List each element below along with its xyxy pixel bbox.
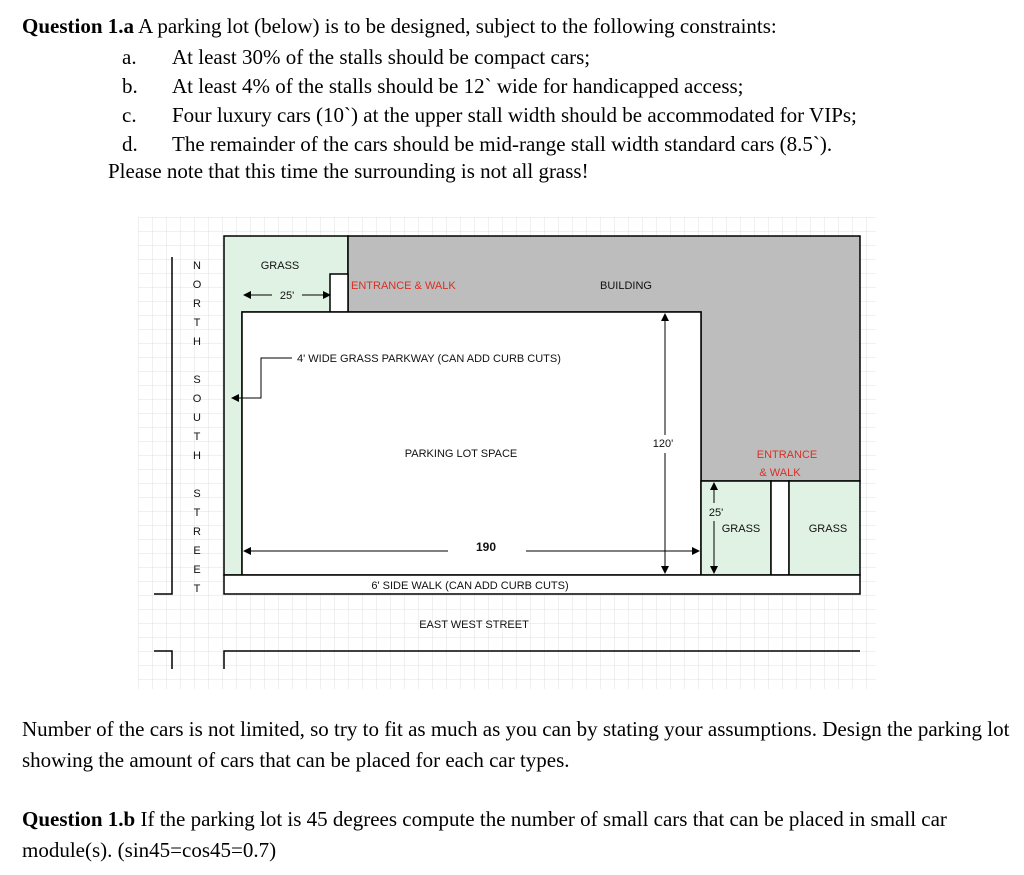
parking-lot-area [242, 312, 701, 575]
constraint-text: At least 30% of the stalls should be compact cars; [172, 45, 591, 69]
grass-label-right-2: GRASS [808, 523, 848, 535]
east-west-street-label: EAST WEST STREET [419, 619, 529, 631]
street-letter: T [193, 317, 201, 329]
grass-label-right-1: GRASS [721, 523, 761, 535]
question-1b-text: If the parking lot is 45 degrees compute the number of small cars that can be placed in small car module(s). (sin45=cos45=0.7) [22, 807, 947, 862]
constraint-letter: d. [122, 132, 138, 156]
street-letter: R [193, 526, 201, 538]
street-letter: S [193, 374, 201, 386]
entrance-walk-top-label: ENTRANCE & WALK [351, 280, 456, 292]
constraint-text: Four luxury cars (10`) at the upper stall width should be accommodated for VIPs; [172, 103, 857, 127]
street-letter: O [192, 279, 202, 291]
question-1a-text: A parking lot (below) is to be designed, subject to the following constraints: [134, 14, 777, 38]
constraint-d [122, 130, 832, 158]
question-1a-heading [22, 12, 777, 40]
constraint-text: At least 4% of the stalls should be 12` wide for handicapped access; [172, 74, 744, 98]
street-letter: R [193, 298, 201, 310]
street-letter: T [193, 431, 201, 443]
question-1b-label: Question 1.b [22, 807, 136, 831]
constraint-b [122, 72, 744, 100]
street-letter: U [193, 412, 201, 424]
dim-120-label: 120' [652, 438, 674, 450]
street-letter: N [193, 260, 201, 272]
constraint-text: The remainder of the cars should be mid-range stall width standard cars (8.5`). [172, 132, 833, 156]
grass-parkway-label: 4' WIDE GRASS PARKWAY (CAN ADD CURB CUTS) [297, 353, 561, 365]
street-letter: T [193, 583, 201, 595]
parking-lot-space-label: PARKING LOT SPACE [404, 448, 518, 460]
constraint-letter: b. [122, 74, 138, 98]
instructions-paragraph: Number of the cars is not limited, so try to fit as much as you can by stating your assumptions. Design the parking lot showing the amount of cars that can be placed for each car types. [22, 717, 1010, 772]
street-letter: E [193, 545, 201, 557]
dim-190-label: 190 [475, 540, 497, 554]
entrance-walk-right-label: ENTRANCE [756, 449, 818, 461]
sidewalk-label: 6' SIDE WALK (CAN ADD CURB CUTS) [371, 580, 569, 592]
dim-25-top-label: 25' [279, 290, 295, 302]
constraint-letter: c. [122, 103, 137, 127]
question-1a-label: Question 1.a [22, 14, 135, 38]
constraint-letter: a. [122, 45, 137, 69]
surrounding-note: Please note that this time the surrounding is not all grass! [108, 159, 589, 183]
parking-lot-diagram [138, 217, 876, 689]
street-letter: H [193, 450, 201, 462]
street-letter: E [193, 564, 201, 576]
dim-25-right-label: 25' [708, 507, 724, 519]
grass-label-top-left: GRASS [260, 260, 300, 272]
constraint-c [122, 101, 857, 129]
question-1b [22, 804, 1012, 866]
entrance-walk-right-area [771, 481, 789, 575]
street-letter: T [193, 507, 201, 519]
constraint-a [122, 43, 590, 71]
entrance-walk-right-label: & WALK [759, 467, 801, 479]
street-letter: S [193, 488, 201, 500]
entrance-walk-top-area [330, 274, 348, 312]
street-letter: O [192, 393, 202, 405]
building-label: BUILDING [600, 280, 652, 292]
street-letter: H [193, 336, 201, 348]
